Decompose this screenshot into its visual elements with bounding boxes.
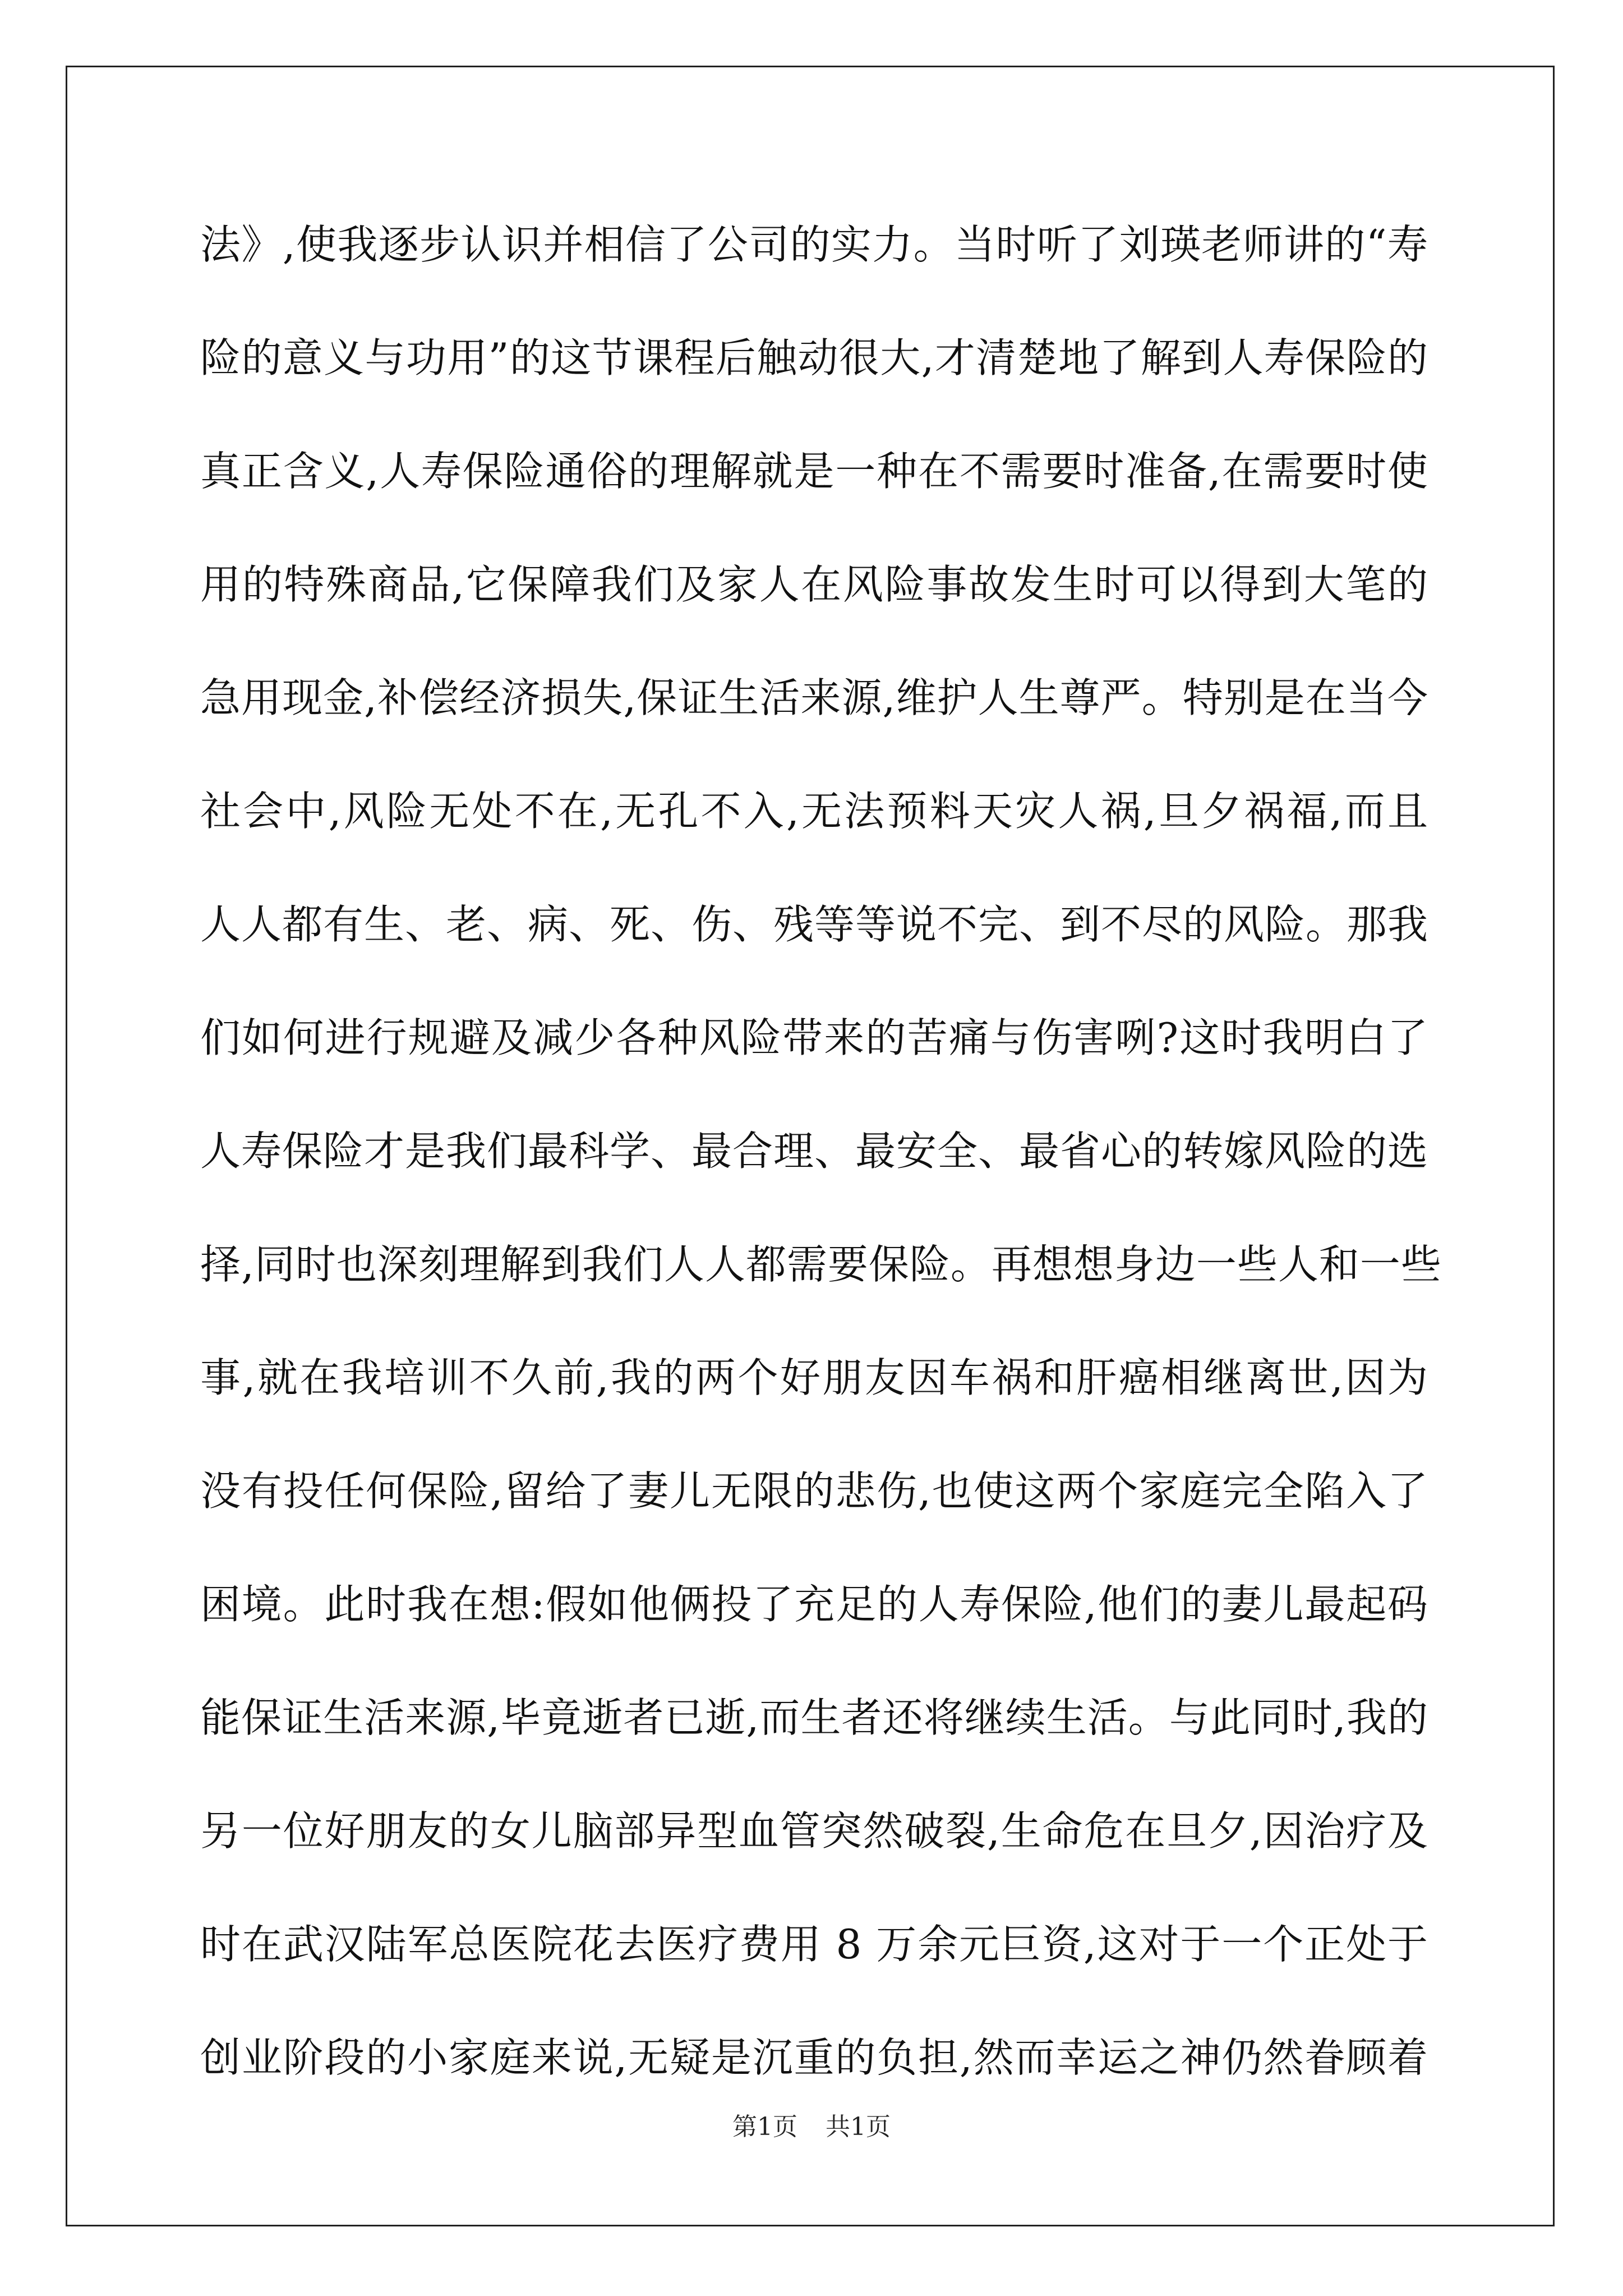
document-body — [200, 211, 1442, 2137]
text-line: 择,同时也深刻理解到我们人人都需要保险。再想想身边一些人和一些 — [200, 1241, 1442, 1288]
text-line: 真正含义,人寿保险通俗的理解就是一种在不需要时准备,在需要时使 — [200, 448, 1428, 495]
text-line: 急用现金,补偿经济损失,保证生活来源,维护人生尊严。特别是在当今 — [200, 674, 1428, 721]
page-footer — [0, 2110, 1623, 2144]
text-line: 能保证生活来源,毕竟逝者已逝,而生者还将继续生活。与此同时,我的 — [200, 1694, 1428, 1741]
text-line: 创业阶段的小家庭来说,无疑是沉重的负担,然而幸运之神仍然眷顾着 — [200, 2034, 1428, 2081]
text-line: 没有投任何保险,留给了妻儿无限的悲伤,也使这两个家庭完全陷入了 — [200, 1467, 1428, 1515]
text-line: 事,就在我培训不久前,我的两个好朋友因车祸和肝癌相继离世,因为 — [200, 1354, 1428, 1401]
text-line: 另一位好朋友的女儿脑部异型血管突然破裂,生命危在旦夕,因治疗及 — [200, 1807, 1428, 1855]
text-line: 困境。此时我在想:假如他俩投了充足的人寿保险,他们的妻儿最起码 — [200, 1581, 1428, 1628]
text-line: 时在武汉陆军总医院花去医疗费用 8 万余元巨资,这对于一个正处于 — [200, 1921, 1428, 1968]
text-line: 们如何进行规避及减少各种风险带来的苦痛与伤害咧?这时我明白了 — [200, 1014, 1428, 1061]
text-line: 社会中,风险无处不在,无孔不入,无法预料天灾人祸,旦夕祸福,而且 — [200, 788, 1428, 835]
page-total: 共1页 — [826, 2113, 891, 2141]
text-line: 险的意义与功用”的这节课程后触动很大,才清楚地了解到人寿保险的 — [200, 334, 1428, 381]
page-number: 第1页 — [732, 2113, 797, 2141]
text-line: 用的特殊商品,它保障我们及家人在风险事故发生时可以得到大笔的 — [200, 561, 1428, 608]
text-line: 人寿保险才是我们最科学、最合理、最安全、最省心的转嫁风险的选 — [200, 1128, 1429, 1175]
text-line: 人人都有生、老、病、死、伤、残等等说不完、到不尽的风险。那我 — [200, 901, 1429, 948]
text-line: 法》,使我逐步认识并相信了公司的实力。当时听了刘瑛老师讲的“寿 — [200, 221, 1428, 268]
